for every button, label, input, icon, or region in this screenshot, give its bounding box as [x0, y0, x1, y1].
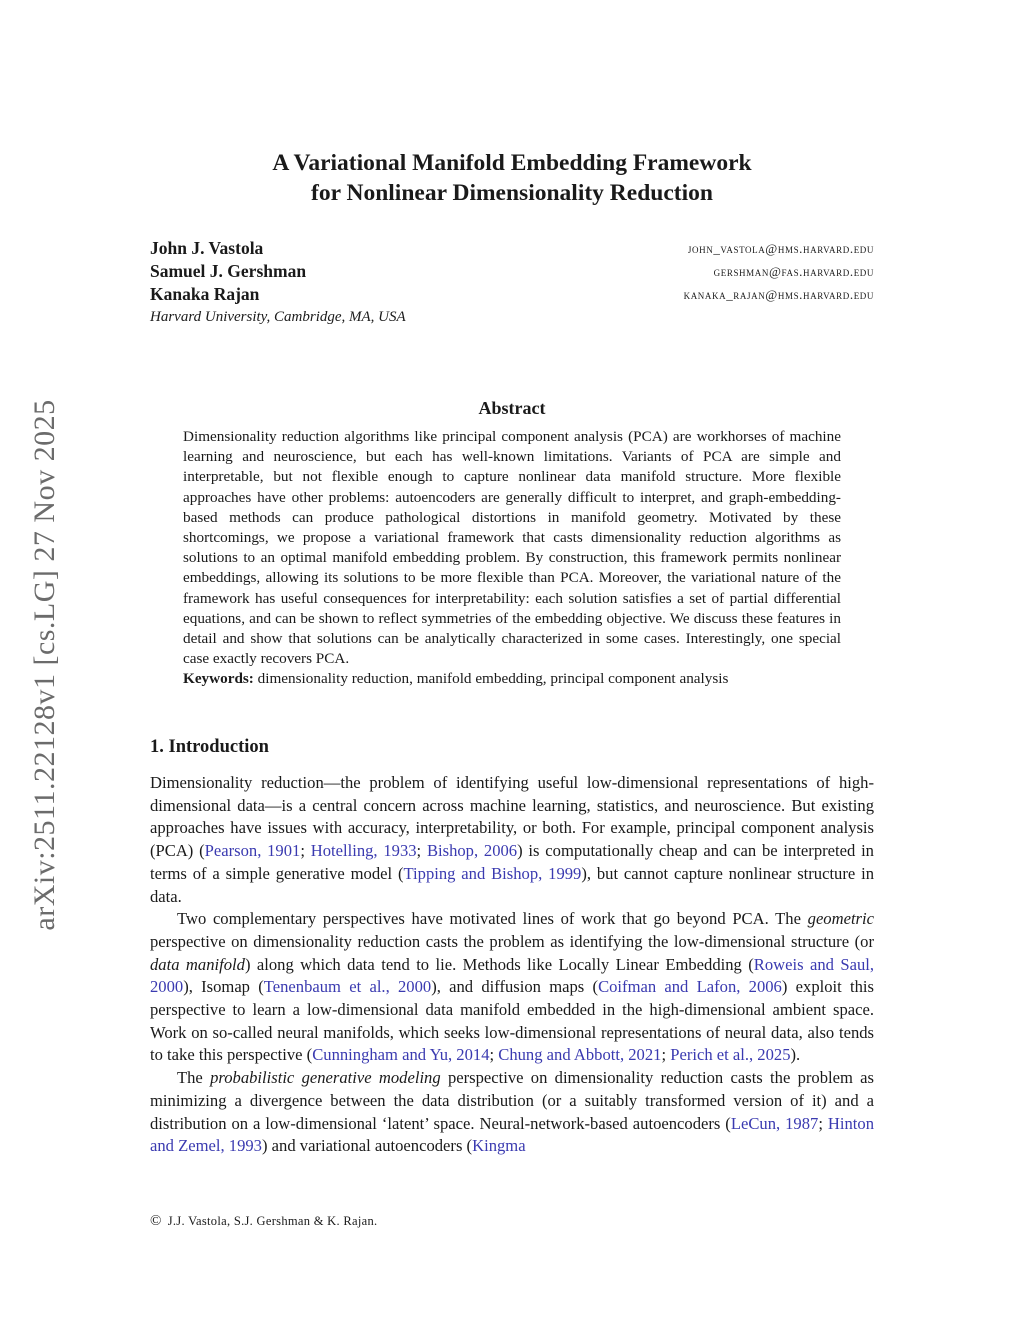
emphasis: probabilistic generative modeling — [210, 1068, 441, 1088]
abstract-heading: Abstract — [478, 398, 546, 418]
affiliation: Harvard University, Cambridge, MA, USA — [150, 309, 406, 325]
title-line-1: A Variational Manifold Embedding Framework — [272, 150, 752, 176]
paragraph-2 — [150, 908, 874, 1067]
section-heading-introduction: 1. Introduction — [150, 737, 269, 757]
copyright-text: J.J. Vastola, S.J. Gershman & K. Rajan. — [167, 1214, 378, 1228]
author-name: John J. Vastola — [150, 238, 264, 258]
text-run: ) is computationally cheap and can be interpreted in terms of a simple generative model ( — [150, 841, 874, 883]
citation-link[interactable]: Roweis and Saul, 2000 — [150, 954, 875, 997]
text-run: ; — [416, 841, 427, 861]
text-run: ), but cannot capture nonlinear structure in data. — [150, 863, 875, 906]
author-row — [150, 238, 874, 261]
author-email[interactable]: gershman@fas.harvard.edu — [713, 264, 874, 279]
citation-link[interactable]: Hotelling, 1933 — [310, 841, 417, 861]
text-run: Dimensionality reduction—the problem of identifying useful low-dimensional representations of high-dimensional data—is a central concern across machine learning, statistics, and neuroscience. But existing approaches have issues with accuracy, interpretability, or both. For example, principal component analysis (PCA) ( — [150, 773, 874, 861]
text-run: The — [177, 1068, 211, 1088]
text-run: ; — [300, 841, 311, 861]
citation-link[interactable]: Cunningham and Yu, 2014 — [312, 1045, 490, 1065]
text-run: ) along which data tend to lie. Methods like Locally Linear Embedding ( — [244, 954, 754, 974]
text-run: ; — [489, 1045, 499, 1065]
text-run: ). — [790, 1045, 801, 1065]
author-email[interactable]: john_vastola@hms.harvard.edu — [687, 241, 874, 256]
citation-link[interactable]: Bishop, 2006 — [426, 841, 518, 861]
citation-link[interactable]: Hinton and Zemel, 1993 — [150, 1113, 874, 1156]
keywords — [183, 669, 841, 689]
citation-link[interactable]: LeCun, 1987 — [730, 1113, 819, 1133]
citation-link[interactable]: Chung and Abbott, 2021 — [498, 1045, 662, 1065]
keywords-text: dimensionality reduction, manifold embedding, principal component analysis — [257, 670, 729, 688]
text-run: ; — [818, 1113, 828, 1133]
introduction-body — [150, 772, 874, 1158]
arxiv-identifier: arXiv:2511.22128v1 [cs.LG] 27 Nov 2025 — [28, 399, 61, 931]
text-run: perspective on dimensionality reduction casts the problem as identifying the low-dimensional structure (or — [150, 931, 874, 951]
paragraph-3 — [150, 1067, 874, 1158]
author-row — [150, 284, 874, 307]
emphasis: geometric — [807, 909, 874, 929]
text-run: ; — [661, 1045, 671, 1065]
paper-title — [150, 148, 874, 208]
abstract-text: Dimensionality reduction algorithms like principal component analysis (PCA) are workhorses of machine learning and neuroscience, but each has well-known limitations. Variants of PCA are simple and interpretable, but not flexible enough to capture nonlinear data manifold structure. More flexible approaches have other problems: autoencoders are generally difficult to interpret, and graph-embedding-based methods can produce pathological distortions in manifold geometry. Motivated by these shortcomings, we propose a variational framework that casts dimensionality reduction algorithms as solutions to an optimal manifold embedding problem. By construction, this framework permits nonlinear embeddings, allowing its solutions to be more flexible than PCA. Moreover, the variational nature of the framework has useful consequences for interpretability: each solution satisfies a set of partial differential equations, and can be shown to reflect symmetries of the embedding objective. We discuss these features in detail and show that solutions can be analytically characterized in some cases. Interestingly, one special case exactly recovers PCA. — [183, 428, 841, 668]
author-name: Samuel J. Gershman — [150, 261, 307, 281]
citation-link[interactable]: Coifman and Lafon, 2006 — [598, 977, 782, 997]
paragraph-1 — [150, 772, 874, 908]
emphasis: data manifold — [150, 954, 245, 974]
text-run: perspective on dimensionality reduction casts the problem as minimizing a divergence between the data distribution (or a suitably transformed version of it) and a distribution on a low-dimensional ‘latent’ space. Neural-network-based autoencoders ( — [150, 1068, 875, 1133]
author-name: Kanaka Rajan — [150, 284, 260, 304]
citation-link[interactable]: Kingma — [472, 1136, 526, 1156]
title-line-2: for Nonlinear Dimensionality Reduction — [311, 180, 713, 206]
copyright-footer — [150, 1213, 377, 1230]
text-run: ) and variational autoencoders ( — [261, 1136, 473, 1156]
citation-link[interactable]: Tenenbaum et al., 2000 — [263, 977, 432, 997]
author-block — [150, 238, 874, 326]
keywords-label: Keywords: — [183, 670, 254, 688]
author-email[interactable]: kanaka_rajan@hms.harvard.edu — [683, 287, 874, 302]
text-run: Two complementary perspectives have motivated lines of work that go beyond PCA. The — [177, 909, 808, 929]
text-run: ), Isomap ( — [183, 977, 264, 997]
text-run: ) exploit this perspective to learn a low-dimensional data manifold embedded in the high-dimensional ambient space. Work on so-called neural manifolds, which seeks low-dimensional representations of neural data, also tends to take this perspective ( — [150, 977, 874, 1065]
citation-link[interactable]: Pearson, 1901 — [204, 841, 301, 861]
text-run: ), and diffusion maps ( — [431, 977, 599, 997]
citation-link[interactable]: Perich et al., 2025 — [670, 1045, 791, 1065]
abstract-body — [183, 427, 841, 690]
citation-link[interactable]: Tipping and Bishop, 1999 — [403, 863, 582, 883]
copyright-icon: © — [150, 1213, 162, 1229]
author-row — [150, 261, 874, 284]
